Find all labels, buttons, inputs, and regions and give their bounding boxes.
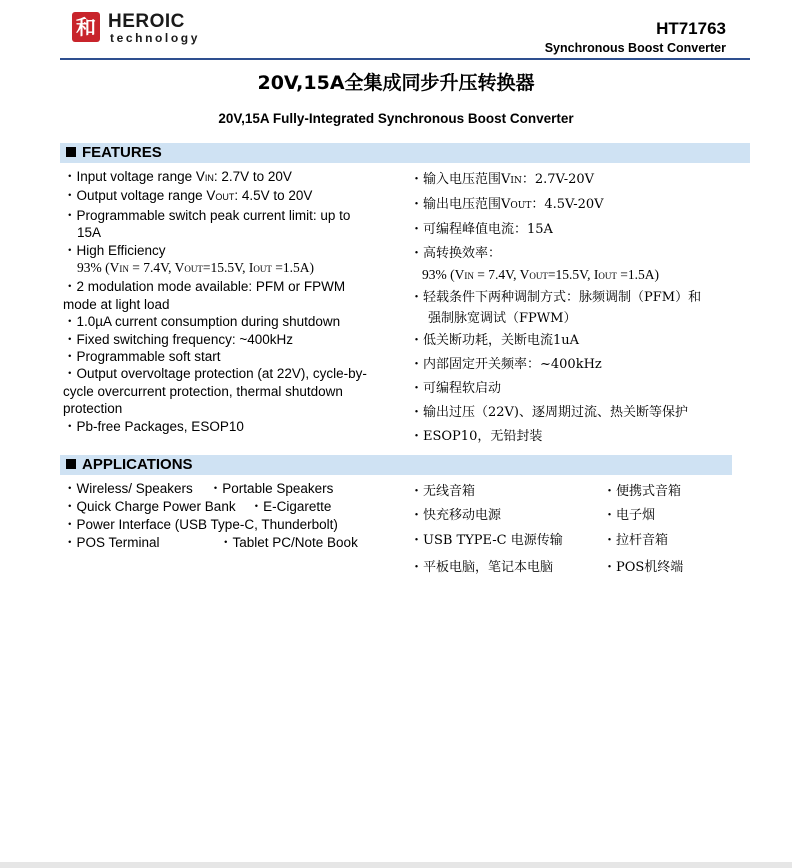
feature-efficiency: ・High Efficiency — [63, 242, 166, 258]
feature-cn-efficiency: ・高转换效率： — [410, 245, 502, 261]
feature-cn-modulation: ・轻载条件下两种调制方式：脉频调制（PFM）和 — [410, 289, 702, 305]
feature-switching-frequency: ・Fixed switching frequency: ~400kHz — [63, 331, 293, 347]
feature-vout: ・Output voltage range VOUT: 4.5V to 20V — [63, 188, 313, 204]
square-bullet-icon — [66, 147, 76, 157]
feature-cn-vout: ・输出电压范围VOUT：4.5V-20V — [410, 197, 604, 213]
brand-name: HEROIC — [108, 11, 185, 32]
app-row: ・Quick Charge Power Bank ・E-Cigarette — [63, 499, 332, 514]
document-title-cn: 20V,15A全集成同步升压转换器 — [257, 72, 535, 94]
app-cn-item: ・USB TYPE-C 电源传输 — [410, 532, 563, 548]
feature-cn-modulation-cont: 强制脉宽调试（FPWM） — [428, 310, 577, 326]
document-title-en: 20V,15A Fully-Integrated Synchronous Boost Converter — [218, 111, 574, 126]
feature-current-limit: ・Programmable switch peak current limit: up to — [63, 207, 351, 223]
features-list-en — [63, 168, 393, 435]
app-cn-item: ・电子烟 — [603, 508, 656, 524]
feature-package: ・Pb-free Packages, ESOP10 — [63, 418, 244, 434]
applications-heading: APPLICATIONS — [66, 455, 193, 475]
feature-cn-vin: ・输入电压范围VIN：2.7V-20V — [410, 172, 595, 187]
part-description: Synchronous Boost Converter — [544, 41, 726, 55]
feature-cn-protection: ・输出过压（22V)、逐周期过流、热关断等保护 — [410, 405, 689, 421]
feature-efficiency-detail: 93% (VIN = 7.4V, VOUT=15.5V, IOUT =1.5A) — [77, 260, 314, 276]
features-section-bar — [60, 143, 750, 163]
app-cn-item: ・POS机终端 — [603, 560, 684, 576]
applications-list-en — [63, 480, 358, 552]
brand-subtitle: technology — [110, 31, 201, 45]
app-cn-item: ・拉杆音箱 — [603, 532, 669, 548]
applications-list-cn-col2 — [603, 480, 683, 581]
app-cn-item: ・平板电脑，笔记本电脑 — [410, 560, 554, 576]
app-cn-item: ・便携式音箱 — [603, 484, 682, 499]
square-bullet-icon — [66, 459, 76, 469]
feature-cn-soft-start: ・可编程软启动 — [410, 381, 502, 397]
feature-protection: ・Output overvoltage protection (at 22V), cycle-by- — [63, 366, 367, 382]
feature-cn-current-limit: ・可编程峰值电流：15A — [410, 222, 553, 238]
features-list-cn — [410, 168, 750, 450]
app-row: ・Power Interface (USB Type-C, Thunderbolt) — [63, 517, 338, 532]
feature-modulation-cont: mode at light load — [63, 296, 170, 312]
app-cn-item: ・快充移动电源 — [410, 508, 502, 524]
feature-cn-package: ・ESOP10，无铅封装 — [410, 429, 543, 445]
feature-vin: ・Input voltage range VIN: 2.7V to 20V — [63, 169, 292, 184]
applications-list-cn-col1 — [410, 480, 563, 581]
feature-shutdown-current: ・1.0µA current consumption during shutdown — [63, 314, 341, 330]
header-divider — [60, 58, 750, 60]
company-logo: 和 — [72, 12, 100, 42]
page-bottom-edge — [0, 862, 792, 868]
feature-current-limit-cont: 15A — [77, 225, 102, 241]
feature-protection-cont: cycle overcurrent protection, thermal shutdown — [63, 383, 343, 399]
app-row: ・POS Terminal ・Tablet PC/Note Book — [63, 535, 358, 550]
app-row: ・Wireless/ Speakers ・Portable Speakers — [63, 481, 334, 496]
feature-protection-cont2: protection — [63, 401, 123, 417]
feature-soft-start: ・Programmable soft start — [63, 349, 221, 365]
feature-cn-shutdown-current: ・低关断功耗，关断电流1uA — [410, 332, 580, 348]
part-number: HT71763 — [656, 19, 726, 38]
feature-cn-switching-frequency: ・内部固定开关频率：~400kHz — [410, 356, 602, 372]
app-cn-item: ・无线音箱 — [410, 484, 476, 499]
feature-modulation: ・2 modulation mode available: PFM or FPWM — [63, 279, 346, 295]
feature-cn-efficiency-detail: 93% (VIN = 7.4V, VOUT=15.5V, IOUT =1.5A) — [422, 266, 659, 282]
features-heading: FEATURES — [66, 143, 162, 163]
